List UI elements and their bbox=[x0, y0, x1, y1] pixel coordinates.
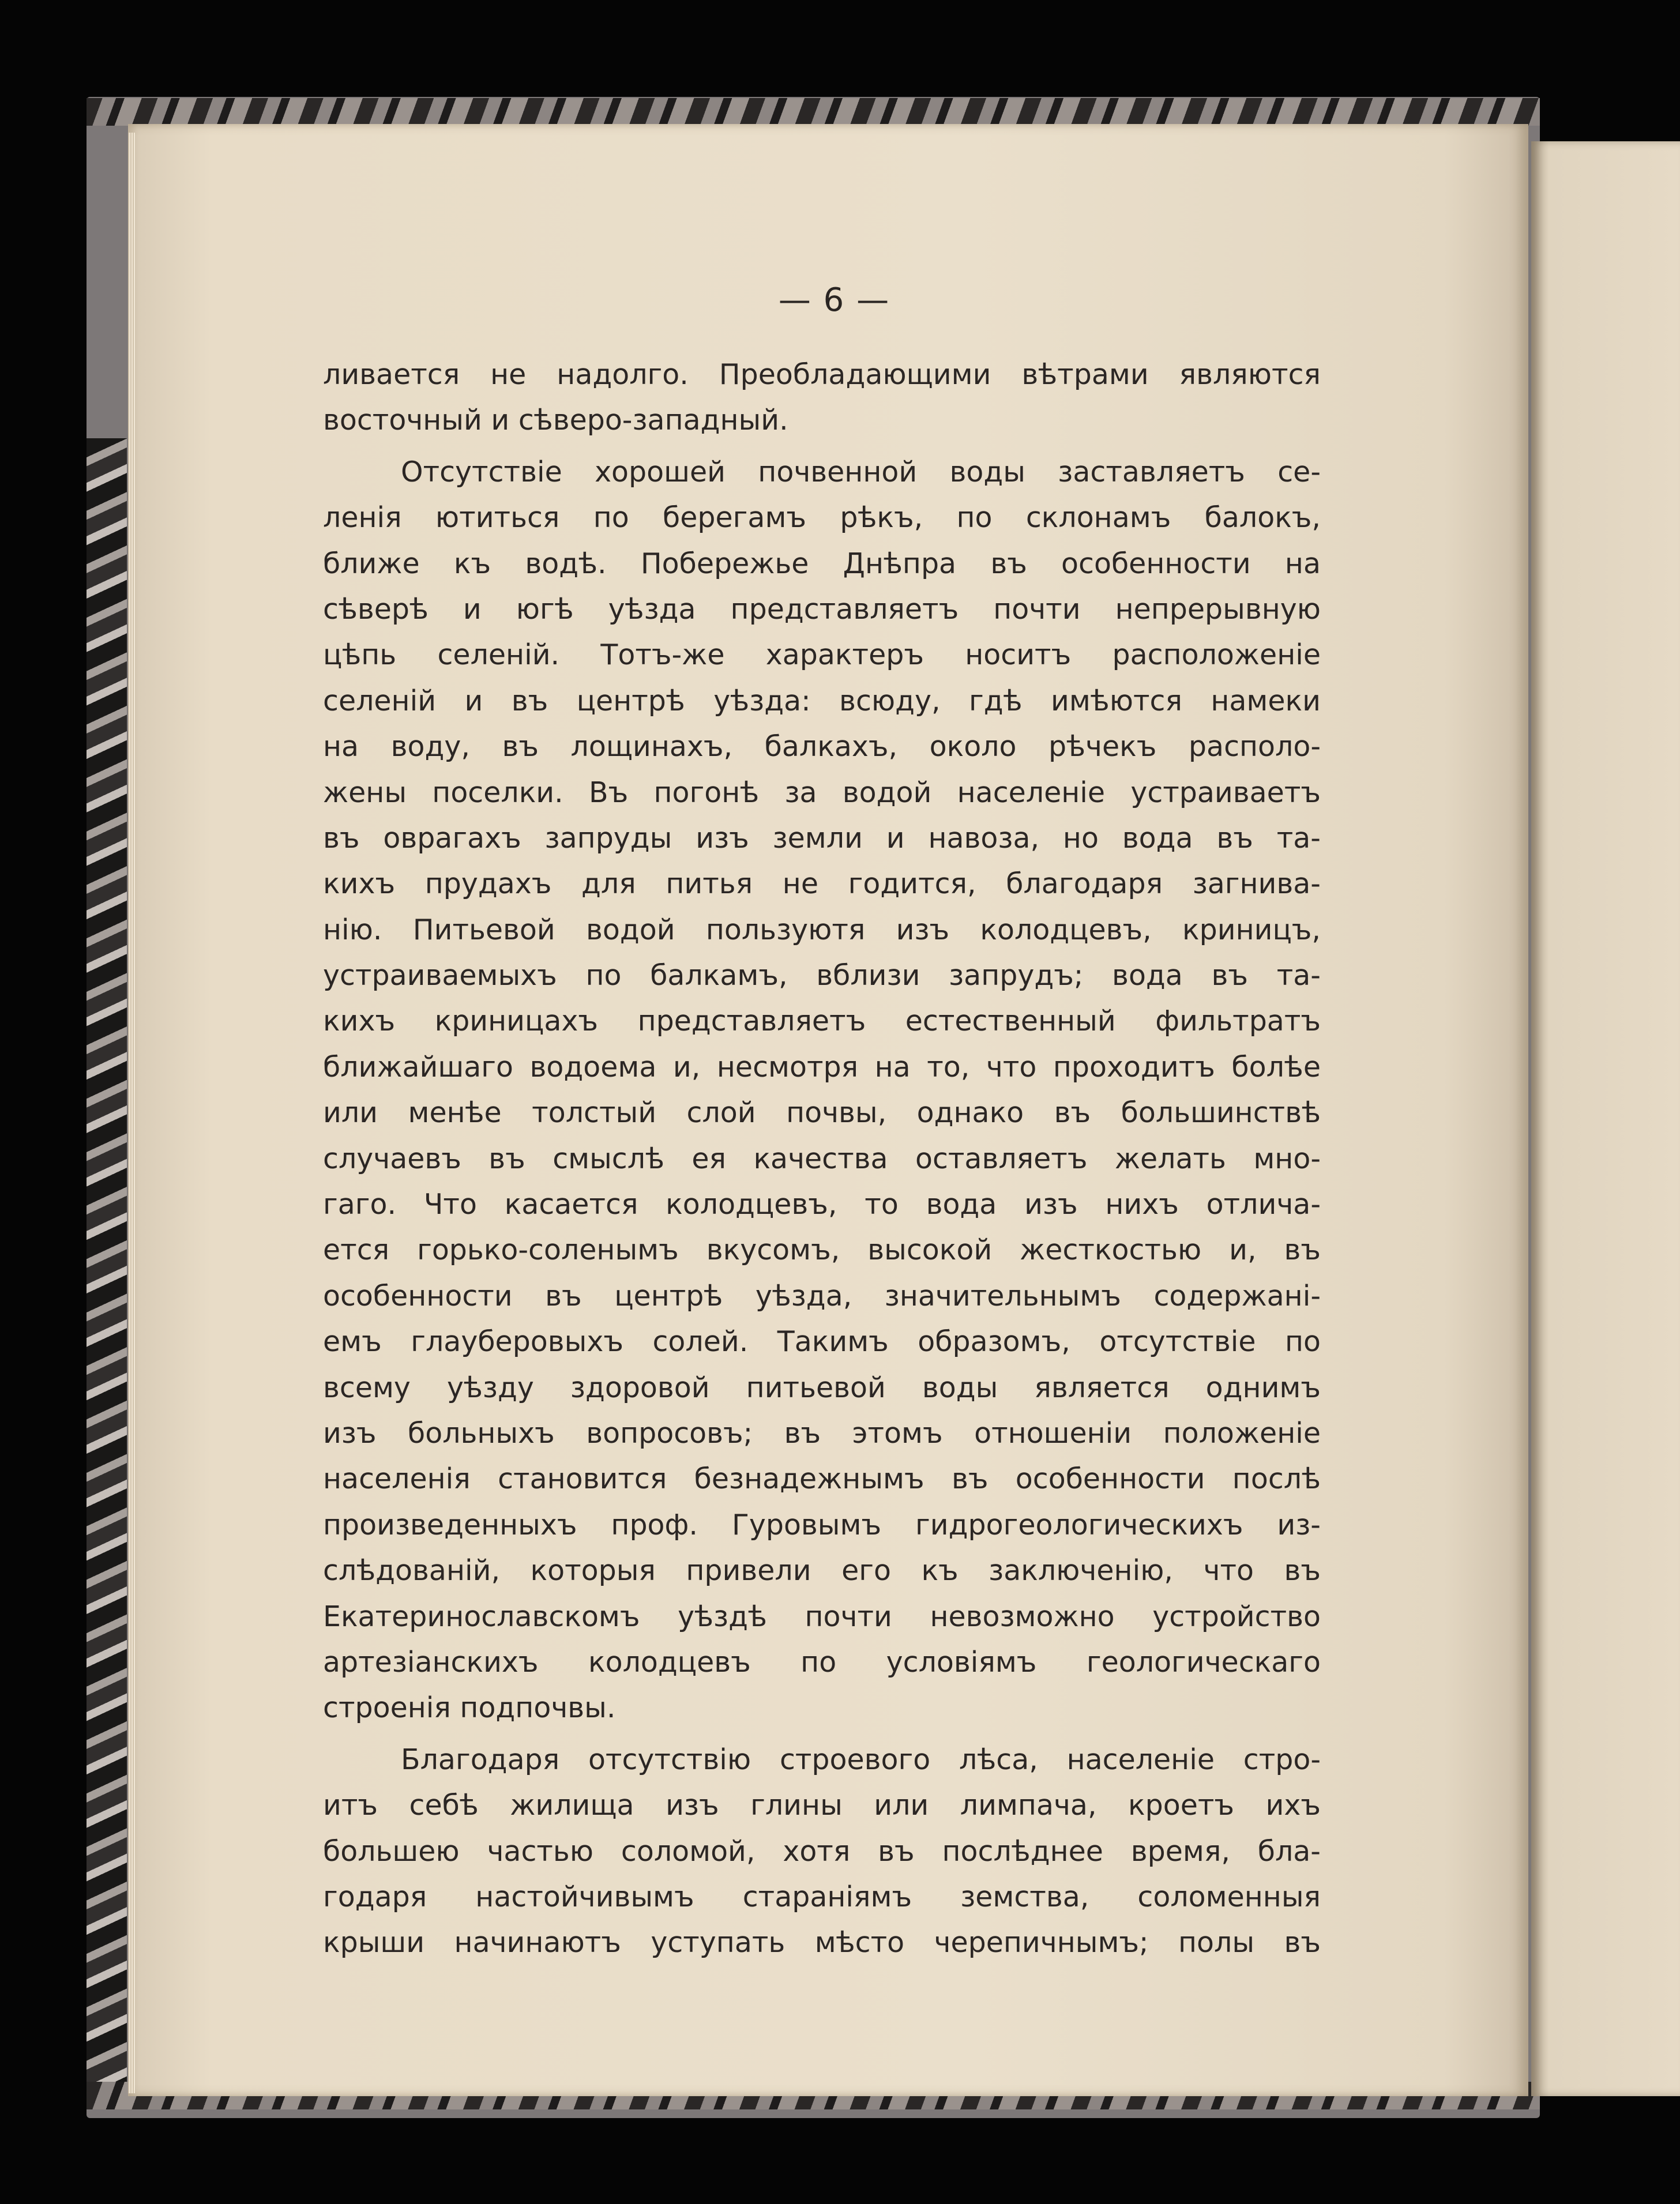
text-line: ется горько-соленымъ вкусомъ, высокой жесткостью и, въ bbox=[323, 1233, 1321, 1267]
text-line: на воду, въ лощинахъ, балкахъ, около рѣчекъ располо- bbox=[323, 730, 1321, 763]
text-line: кихъ прудахъ для питья не годится, благодаря загнива- bbox=[323, 867, 1321, 901]
text-line: цѣпь селеній. Тотъ-же характеръ носитъ расположеніе bbox=[323, 638, 1321, 672]
text-line: ближайшаго водоема и, несмотря на то, что проходитъ болѣе bbox=[323, 1050, 1321, 1084]
text-line: восточный и сѣверо-западный. bbox=[323, 404, 788, 437]
text-line: Отсутствіе хорошей почвенной воды заставляетъ се- bbox=[401, 455, 1321, 488]
text-line: строенія подпочвы. bbox=[323, 1691, 616, 1725]
text-line: Екатеринославскомъ уѣздѣ почти невозможно устройство bbox=[323, 1600, 1321, 1633]
text-line: въ оврагахъ запруды изъ земли и навоза, но вода въ та- bbox=[323, 821, 1321, 855]
text-line: емъ глауберовыхъ солей. Такимъ образомъ, отсутствіе по bbox=[323, 1325, 1321, 1359]
text-line: произведенныхъ проф. Гуровымъ гидрогеологическихъ из- bbox=[323, 1508, 1321, 1541]
text-line: жены поселки. Въ погонѣ за водой населеніе устраиваетъ bbox=[323, 776, 1321, 809]
text-line: нію. Питьевой водой пользуютя изъ колодцевъ, криницъ, bbox=[323, 913, 1321, 946]
page-body-text bbox=[323, 352, 1321, 1966]
text-line: ближе къ водѣ. Побережье Днѣпра въ особенности на bbox=[323, 547, 1321, 580]
text-line: большею частью соломой, хотя въ послѣднее время, бла- bbox=[323, 1834, 1321, 1868]
text-line: населенія становится безнадежнымъ въ особенности послѣ bbox=[323, 1462, 1321, 1496]
page-number: — 6 — bbox=[778, 281, 890, 319]
facing-page bbox=[1531, 141, 1680, 2096]
page-edges bbox=[128, 133, 135, 2093]
text-line: случаевъ въ смыслѣ ея качества оставляетъ желать мно- bbox=[323, 1142, 1321, 1175]
cover-marbled-spine bbox=[87, 438, 127, 2082]
paragraph-gap bbox=[323, 1731, 1321, 1737]
text-line: изъ больныхъ вопросовъ; въ этомъ отношеніи положеніе bbox=[323, 1416, 1321, 1450]
text-line: годаря настойчивымъ стараніямъ земства, соломенныя bbox=[323, 1880, 1321, 1913]
text-line: сѣверѣ и югѣ уѣзда представляетъ почти непрерывную bbox=[323, 592, 1321, 626]
text-line: слѣдованій, которыя привели его къ заключенію, что въ bbox=[323, 1554, 1321, 1588]
text-line: Благодаря отсутствію строевого лѣса, населеніе стро- bbox=[401, 1743, 1321, 1776]
text-line: селеній и въ центрѣ уѣзда: всюду, гдѣ имѣются намеки bbox=[323, 684, 1321, 717]
text-line: ливается не надолго. Преобладающими вѣтрами являются bbox=[323, 358, 1321, 391]
text-line: ленія ютиться по берегамъ рѣкъ, по склонамъ балокъ, bbox=[323, 501, 1321, 535]
text-line: или менѣе толстый слой почвы, однако въ большинствѣ bbox=[323, 1096, 1321, 1130]
text-line: всему уѣзду здоровой питьевой воды является однимъ bbox=[323, 1371, 1321, 1404]
text-line: гаго. Что касается колодцевъ, то вода изъ нихъ отлича- bbox=[323, 1188, 1321, 1221]
text-line: особенности въ центрѣ уѣзда, значительнымъ содержані- bbox=[323, 1279, 1321, 1312]
text-line: кихъ криницахъ представляетъ естественный фильтратъ bbox=[323, 1005, 1321, 1038]
paragraph-gap bbox=[323, 443, 1321, 449]
text-line: итъ себѣ жилища изъ глины или лимпача, кроетъ ихъ bbox=[323, 1789, 1321, 1822]
text-line: артезіанскихъ колодцевъ по условіямъ геологическаго bbox=[323, 1645, 1321, 1679]
text-line: крыши начинаютъ уступать мѣсто черепичнымъ; полы въ bbox=[323, 1926, 1321, 1959]
text-line: устраиваемыхъ по балкамъ, вблизи запрудъ; вода въ та- bbox=[323, 959, 1321, 992]
cover-marbled-strip-top bbox=[87, 98, 1540, 126]
